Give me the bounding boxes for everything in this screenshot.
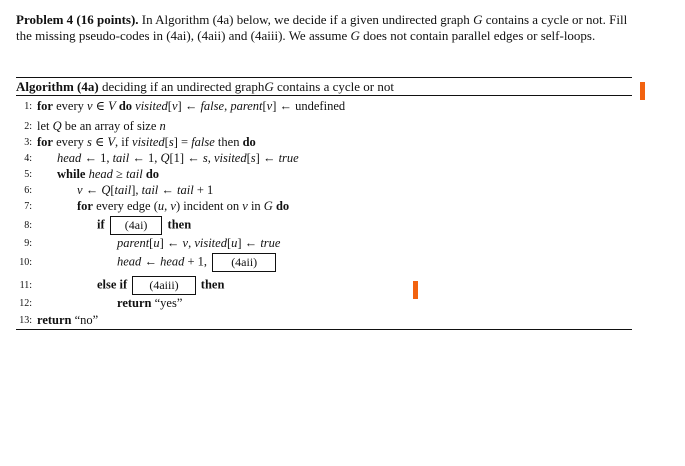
keyword: if	[97, 217, 105, 232]
math: head	[88, 167, 113, 181]
math: parent	[117, 236, 150, 250]
code-text: ←	[158, 183, 178, 197]
problem-text: does not contain parallel edges or self-loops.	[359, 28, 596, 43]
keyword: for	[77, 199, 93, 213]
keyword: then	[200, 277, 225, 292]
keyword: do	[242, 135, 256, 149]
math: v	[86, 99, 93, 113]
algorithm-caption	[16, 79, 394, 94]
keyword: do	[272, 199, 290, 213]
code-text: ≥	[112, 167, 127, 181]
code-text: “no”	[71, 313, 99, 327]
problem-heading: Problem 4 (16 points).	[16, 12, 139, 27]
code-text: [	[167, 99, 172, 113]
code-text: [	[110, 183, 115, 197]
keyword: else if	[97, 277, 128, 292]
math: s	[86, 135, 92, 149]
graph-symbol: G	[473, 12, 483, 27]
line-number: 4:	[24, 153, 32, 164]
code-text: ← 1,	[129, 151, 161, 165]
math: tail	[112, 151, 130, 165]
math: u	[231, 236, 238, 250]
math: head	[160, 254, 185, 269]
math: Q	[101, 183, 111, 197]
code-text: ,	[164, 199, 171, 213]
keyword: then	[167, 217, 192, 232]
code-text: , if	[115, 135, 133, 149]
keyword: while	[57, 167, 86, 181]
algorithm-label: Algorithm (4a)	[16, 79, 99, 94]
blank-box-4aiii[interactable]: (4aiii)	[132, 276, 195, 295]
keyword: for	[37, 99, 53, 113]
line-number: 5:	[24, 169, 32, 180]
math: head	[57, 151, 82, 165]
code-text: ] ←	[237, 236, 261, 250]
math: visited	[213, 151, 247, 165]
code-text: [1] ←	[169, 151, 203, 165]
math: u	[153, 236, 160, 250]
math: G	[263, 199, 273, 213]
blank-box-4aii[interactable]: (4aii)	[212, 253, 276, 272]
caption-text: deciding if an undirected graph	[98, 79, 265, 94]
code-text: ] ←	[177, 99, 201, 113]
line-number: 11:	[19, 280, 32, 291]
math: tail	[114, 183, 132, 197]
change-marker	[413, 281, 418, 299]
graph-symbol: G	[350, 28, 360, 43]
problem-statement	[16, 12, 636, 44]
keyword: for	[37, 135, 53, 149]
code-text: ] =	[173, 135, 192, 149]
algorithm-bottom-rule	[16, 329, 632, 330]
code-text: ] ← undefined	[272, 99, 346, 113]
math: false	[200, 99, 225, 113]
math: false	[191, 135, 215, 149]
math: s	[202, 151, 208, 165]
code-text: every	[52, 99, 87, 113]
code-text: ∈	[92, 99, 109, 113]
math: s	[168, 135, 174, 149]
code-text: [	[246, 151, 251, 165]
code-text: ←	[141, 254, 161, 269]
code-text: ← 1,	[81, 151, 113, 165]
code-text: every edge (	[92, 199, 158, 213]
math: n	[159, 119, 166, 133]
problem-text: In Algorithm (4a) below, we decide if a given undirected graph	[138, 12, 474, 27]
code-text: ∈	[91, 135, 108, 149]
math: v	[77, 183, 83, 197]
line-number: 13:	[19, 315, 32, 326]
code-text: ,	[224, 99, 231, 113]
keyword: do	[142, 167, 160, 181]
code-text: + 1	[193, 183, 214, 197]
math: head	[117, 254, 142, 269]
math: V	[107, 135, 116, 149]
code-text: ,	[188, 236, 195, 250]
algorithm-top-rule	[16, 77, 632, 78]
keyword: return	[117, 296, 152, 310]
code-text: [	[149, 236, 154, 250]
code-text: ] ←	[255, 151, 279, 165]
line-number: 1:	[24, 101, 32, 112]
code-text: be an array of size	[61, 119, 160, 133]
code-text: ,	[207, 151, 214, 165]
blank-box-4ai[interactable]: (4ai)	[110, 216, 163, 235]
code-text: “yes”	[151, 296, 183, 310]
math: u	[157, 199, 165, 213]
code-text: then	[214, 135, 243, 149]
code-text: [	[226, 236, 232, 250]
code-text: ],	[131, 183, 142, 197]
math: Q	[52, 119, 62, 133]
line-number: 8:	[24, 220, 32, 231]
math: v	[171, 99, 178, 113]
math: visited	[135, 99, 168, 113]
math: parent	[230, 99, 263, 113]
math: V	[108, 99, 116, 113]
code-text: [	[164, 135, 169, 149]
line-number: 10:	[19, 257, 32, 268]
code-text: ) incident on	[175, 199, 243, 213]
line-number: 2:	[24, 121, 32, 132]
algorithm-caption-rule	[16, 95, 632, 96]
code-text: ] ←	[159, 236, 183, 250]
graph-symbol: G	[264, 79, 274, 94]
code-text: ←	[82, 183, 102, 197]
math: v	[242, 199, 248, 213]
keyword: do	[115, 99, 136, 113]
code-text: every	[52, 135, 87, 149]
problem-text: contains a cycle or not. Fill the missing pseudo-codes in (4ai), (4aii) and (4aiii). We assume	[16, 12, 628, 43]
code-text: [	[262, 99, 267, 113]
code-text: + 1,	[184, 254, 208, 269]
change-marker	[640, 82, 645, 100]
line-number: 7:	[24, 201, 32, 212]
math: v	[170, 199, 176, 213]
math: tail	[177, 183, 194, 197]
keyword: return	[37, 313, 72, 327]
math: true	[278, 151, 299, 165]
math: tail	[141, 183, 159, 197]
math: s	[250, 151, 256, 165]
caption-text: contains a cycle or not	[273, 79, 394, 94]
code-text: let	[37, 119, 53, 133]
line-number: 9:	[24, 238, 32, 249]
code-text: in	[247, 199, 264, 213]
math: tail	[126, 167, 143, 181]
math: visited	[194, 236, 227, 250]
line-number: 3:	[24, 137, 32, 148]
line-number: 12:	[19, 298, 32, 309]
math: v	[182, 236, 189, 250]
line-number: 6:	[24, 185, 32, 196]
math: v	[266, 99, 273, 113]
math: visited	[132, 135, 165, 149]
math: true	[260, 236, 281, 250]
math: Q	[160, 151, 170, 165]
